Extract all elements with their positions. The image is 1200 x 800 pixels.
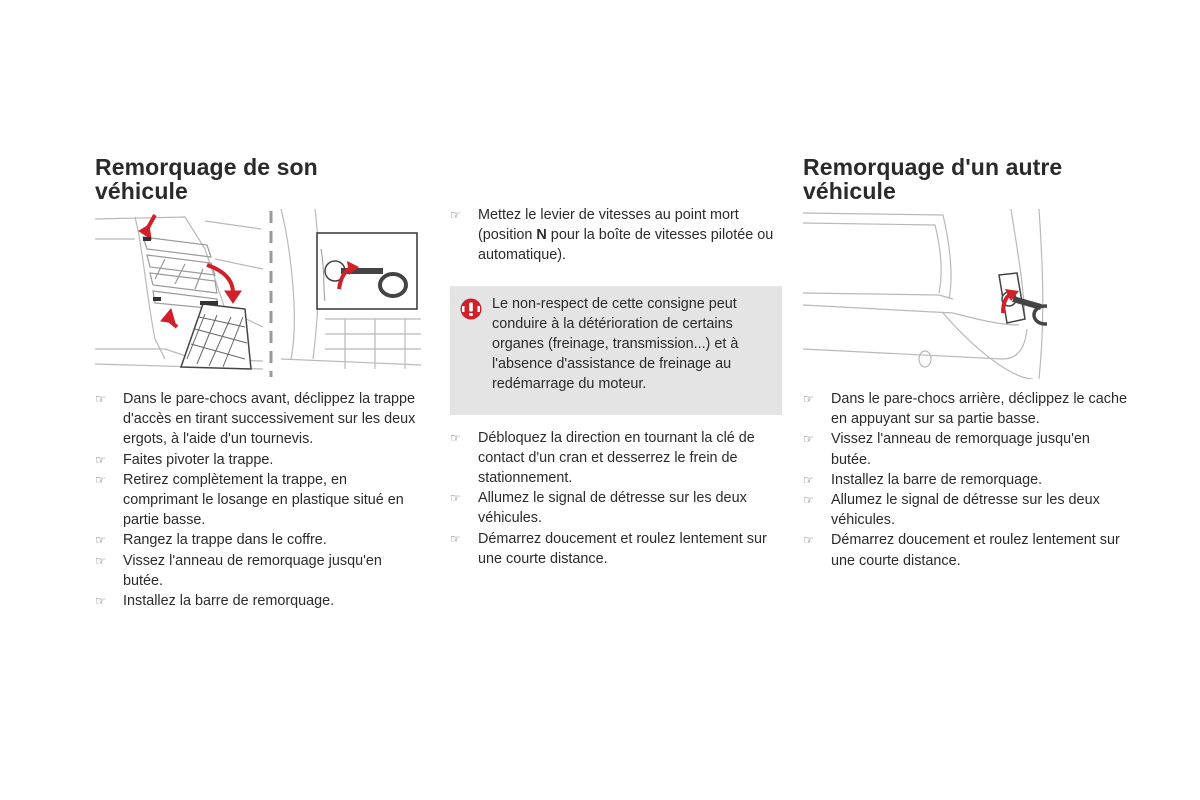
front-bumper-illustration [95, 209, 421, 379]
pointing-hand-icon: ☞ [95, 472, 106, 487]
pointing-hand-icon: ☞ [95, 392, 106, 406]
section-towing-other-vehicle [803, 155, 1133, 571]
warning-icon [460, 298, 482, 320]
middle-bottom-steps-list [450, 428, 780, 569]
list-item: ☞ Démarrez doucement et roulez lentement sur une courte distance. [450, 530, 767, 567]
list-item: ☞ Vissez l'anneau de remorquage jusqu'en butée. [803, 431, 1090, 468]
pointing-hand-icon: ☞ [95, 533, 106, 548]
pointing-hand-icon: ☞ [450, 430, 461, 445]
pointing-hand-icon: ☞ [95, 452, 106, 467]
pointing-hand-icon: ☞ [803, 533, 814, 548]
list-item: ☞ Retirez complètement la trappe, en comprimant le losange en plastique situé en partie basse. [95, 471, 404, 529]
gear-position-n: N [536, 227, 547, 244]
list-item: ☞ Installez la barre de remorquage. [803, 470, 1133, 490]
section-towing-own-vehicle [95, 155, 425, 611]
warning-box [450, 286, 782, 415]
list-item: ☞ Dans le pare-chocs arrière, déclippez le cache en appuyant sur sa partie basse. [803, 391, 1127, 428]
pointing-hand-icon: ☞ [450, 531, 461, 546]
section-title-other-vehicle [803, 155, 1133, 203]
right-steps-list [803, 389, 1133, 571]
pointing-hand-icon: ☞ [803, 472, 814, 487]
list-item: ☞ Allumez le signal de détresse sur les deux véhicules. [803, 492, 1100, 529]
list-item: ☞ Démarrez doucement et roulez lentement sur une courte distance. [803, 532, 1120, 569]
pointing-hand-icon: ☞ [95, 594, 106, 609]
list-item: ☞ Dans le pare-chocs avant, déclippez la trappe d'accès en tirant successivement sur les deux ergots, à l'aide d'un tournevis. [95, 391, 416, 448]
list-item: ☞ Installez la barre de remorquage. [95, 591, 425, 611]
section-title-own-vehicle [95, 155, 425, 203]
list-item: ☞ Vissez l'anneau de remorquage jusqu'en butée. [95, 552, 382, 589]
warning-text: Le non-respect de cette consigne peut conduire à la détérioration de certains organes (freinage, transmission...) et à l'absence d'assistance de freinage au redémarrage du moteur. [492, 295, 739, 393]
title-line-2: véhicule [803, 178, 896, 204]
title-line-1: Remorquage de son [95, 154, 318, 180]
title-line-1: Remorquage d'un autre [803, 154, 1063, 180]
section-towing-steps-continued [450, 205, 780, 569]
left-steps-list [95, 389, 425, 611]
rear-bumper-illustration [803, 209, 1047, 379]
pointing-hand-icon: ☞ [95, 553, 106, 568]
pointing-hand-icon: ☞ [450, 491, 461, 506]
list-item: ☞ Rangez la trappe dans le coffre. [95, 530, 425, 550]
pointing-hand-icon: ☞ [803, 432, 814, 447]
pointing-hand-icon: ☞ [450, 208, 461, 222]
list-item: ☞ Allumez le signal de détresse sur les deux véhicules. [450, 490, 747, 527]
list-item: ☞ Faites pivoter la trappe. [95, 450, 425, 470]
title-line-2: véhicule [95, 178, 188, 204]
pointing-hand-icon: ☞ [803, 392, 814, 406]
list-item-neutral-gear: ☞ Mettez le levier de vitesses au point mort (position N pour la boîte de vitesses pilotée ou automatique). [450, 207, 774, 264]
list-item: ☞ Débloquez la direction en tournant la clé de contact d'un cran et desserrez le frein de stationnement. [450, 429, 755, 487]
middle-top-steps-list [450, 205, 780, 266]
pointing-hand-icon: ☞ [803, 493, 814, 508]
